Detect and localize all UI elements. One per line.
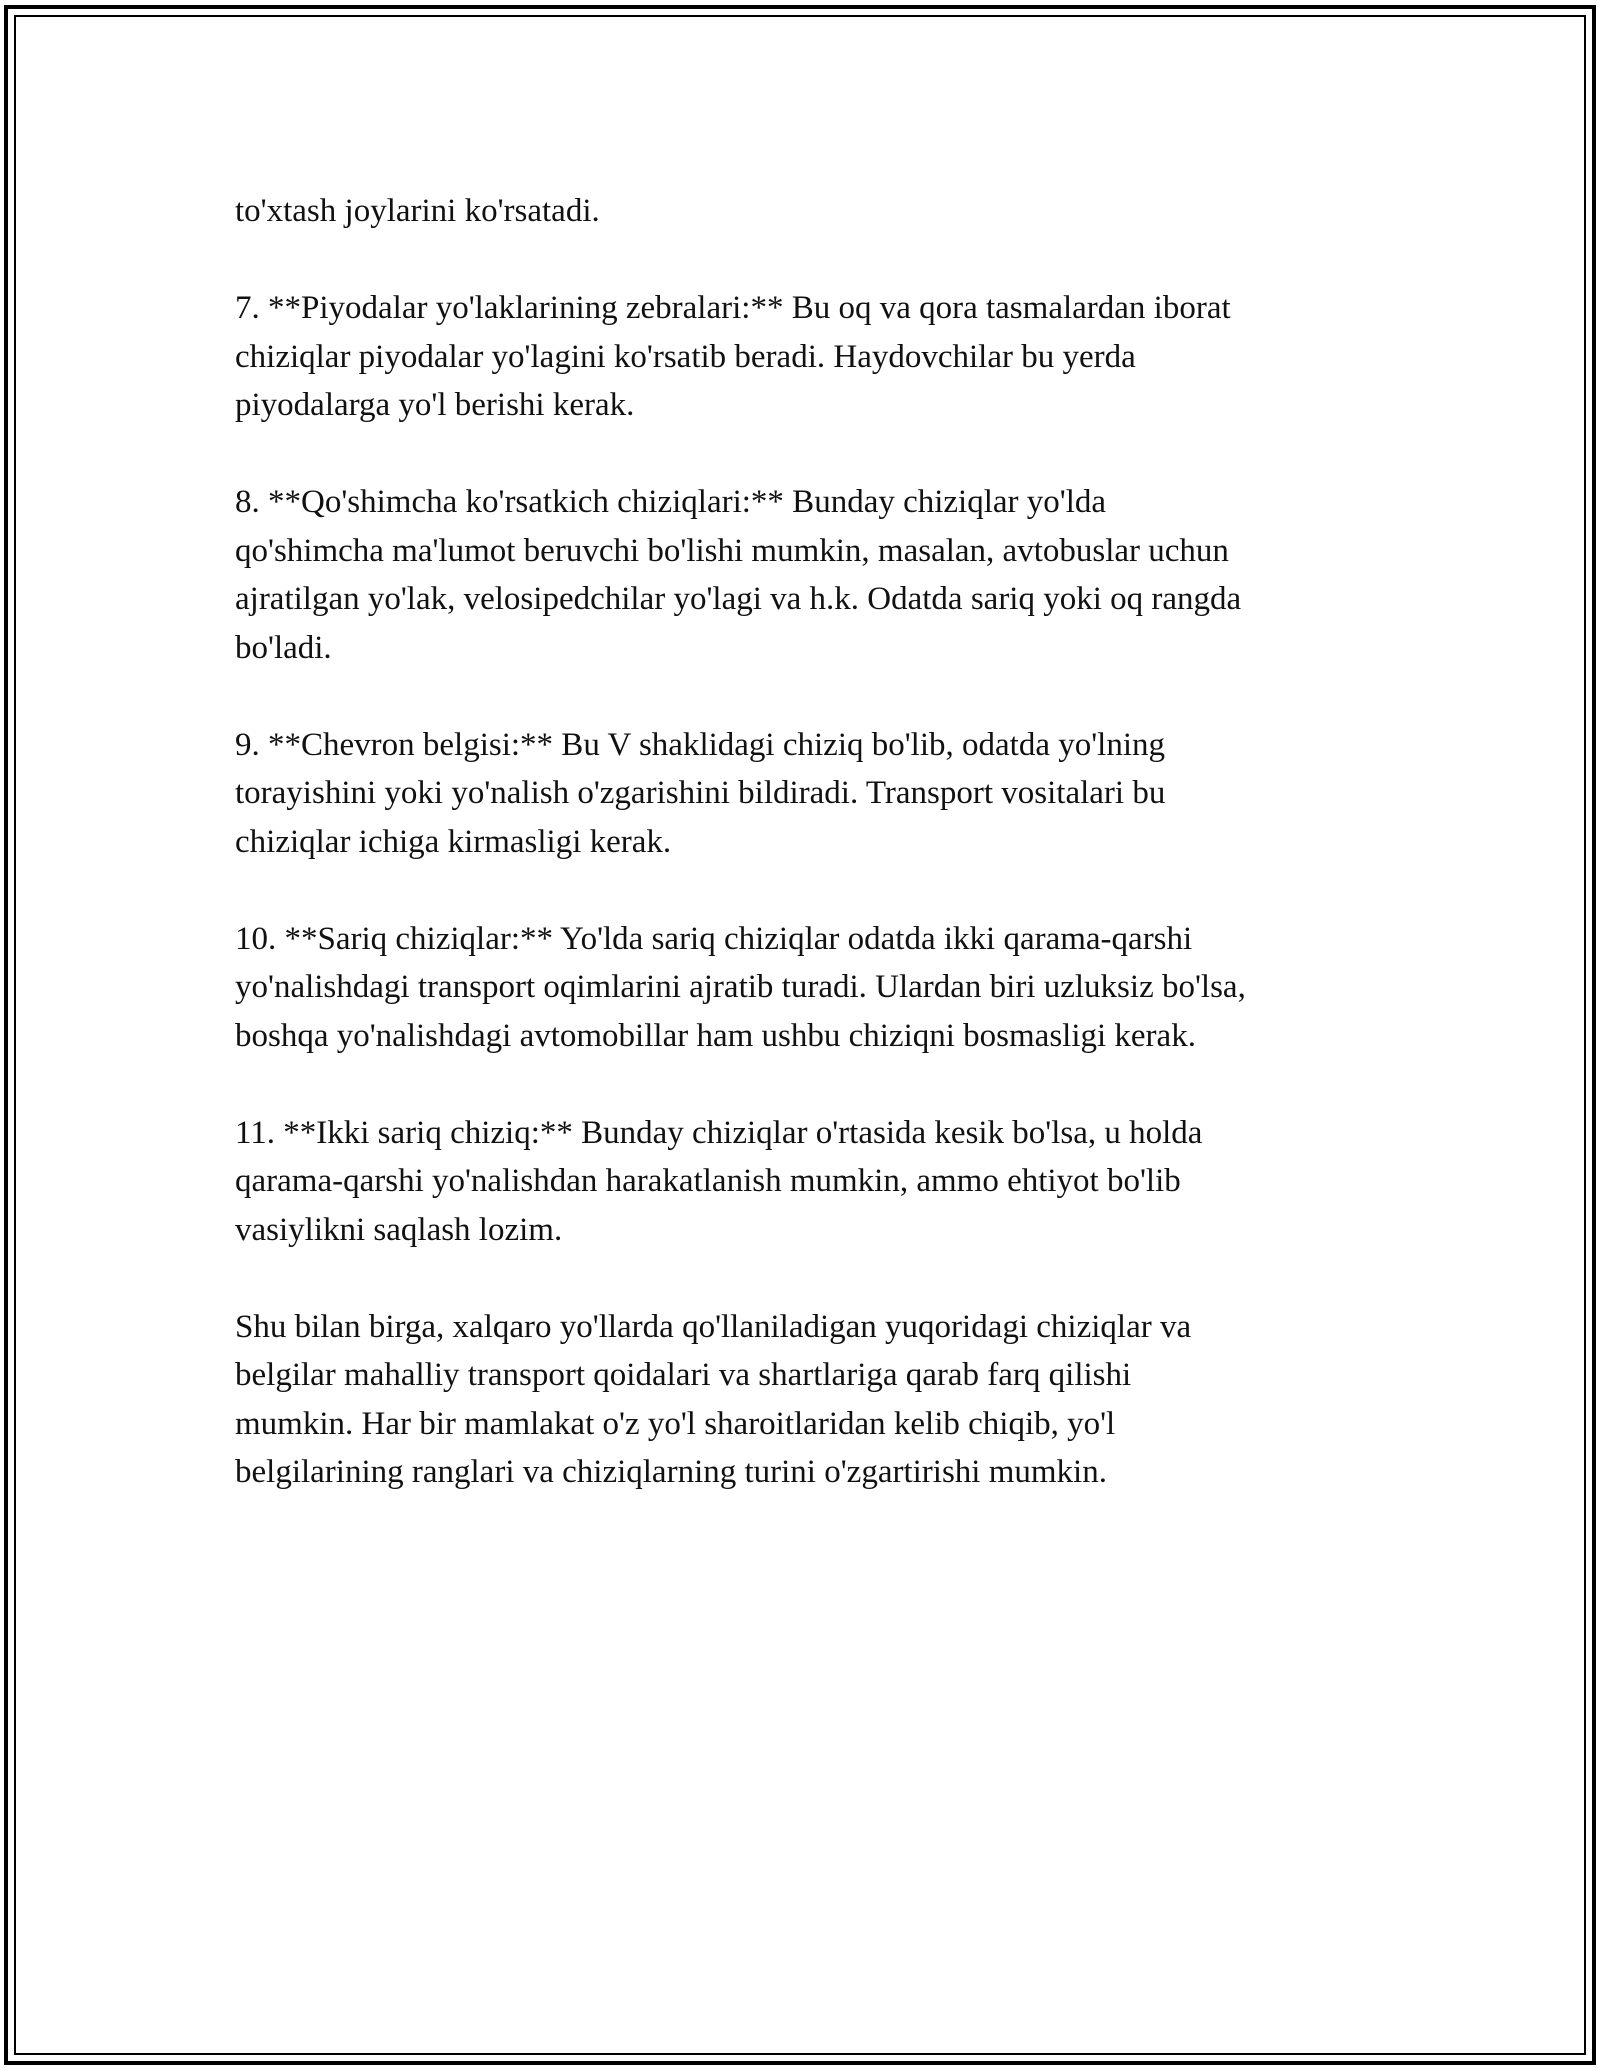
paragraph-conclusion: Shu bilan birga, xalqaro yo'llarda qo'llaniladigan yuqoridagi chiziqlar va belgilar mahalliy transport qoidalari va shartlariga qarab farq qilishi mumkin. Har bir mamlakat o'z yo'l sharoitlaridan kelib chiqib, yo'l belgilarining ranglari va chiziqlarning turini o'zgartirishi mumkin. <box>235 1308 1192 1490</box>
paragraph-item-11: 11. **Ikki sariq chiziq:** Bunday chiziqlar o'rtasida kesik bo'lsa, u holda qarama-qarshi yo'nalishdan harakatlanish mumkin, ammo ehtiyot bo'lib vasiylikni saqlash lozim. <box>235 1114 1203 1248</box>
document-body <box>235 187 1370 1545</box>
paragraph-item-7: 7. **Piyodalar yo'laklarining zebralari:** Bu oq va qora tasmalardan iborat chiziqlar piyodalar yo'lagini ko'rsatib beradi. Haydovchilar bu yerda piyodalarga yo'l berishi kerak. <box>235 290 1231 423</box>
paragraph-item-8: 8. **Qo'shimcha ko'rsatkich chiziqlari:** Bunday chiziqlar yo'lda qo'shimcha ma'lumot beruvchi bo'lishi mumkin, masalan, avtobuslar uchun ajratilgan yo'lak, velosipedchilar yo'lagi va h.k. Odatda sariq yoki oq rangda bo'ladi. <box>235 484 1242 666</box>
paragraph-item-10: 10. **Sariq chiziqlar:** Yo'lda sariq chiziqlar odatda ikki qarama-qarshi yo'nalishdagi transport oqimlarini ajratib turadi. Ulardan biri uzluksiz bo'lsa, boshqa yo'nalishdagi avtomobillar ham ushbu chiziqni bosmasligi kerak. <box>235 920 1246 1054</box>
paragraph-item-9: 9. **Chevron belgisi:** Bu V shaklidagi chiziq bo'lib, odatda yo'lning torayishini yoki yo'nalish o'zgarishini bildiradi. Transport vositalari bu chiziqlar ichiga kirmasligi kerak. <box>235 726 1166 860</box>
paragraph-continuation: to'xtash joylarini ko'rsatadi. <box>235 193 600 229</box>
